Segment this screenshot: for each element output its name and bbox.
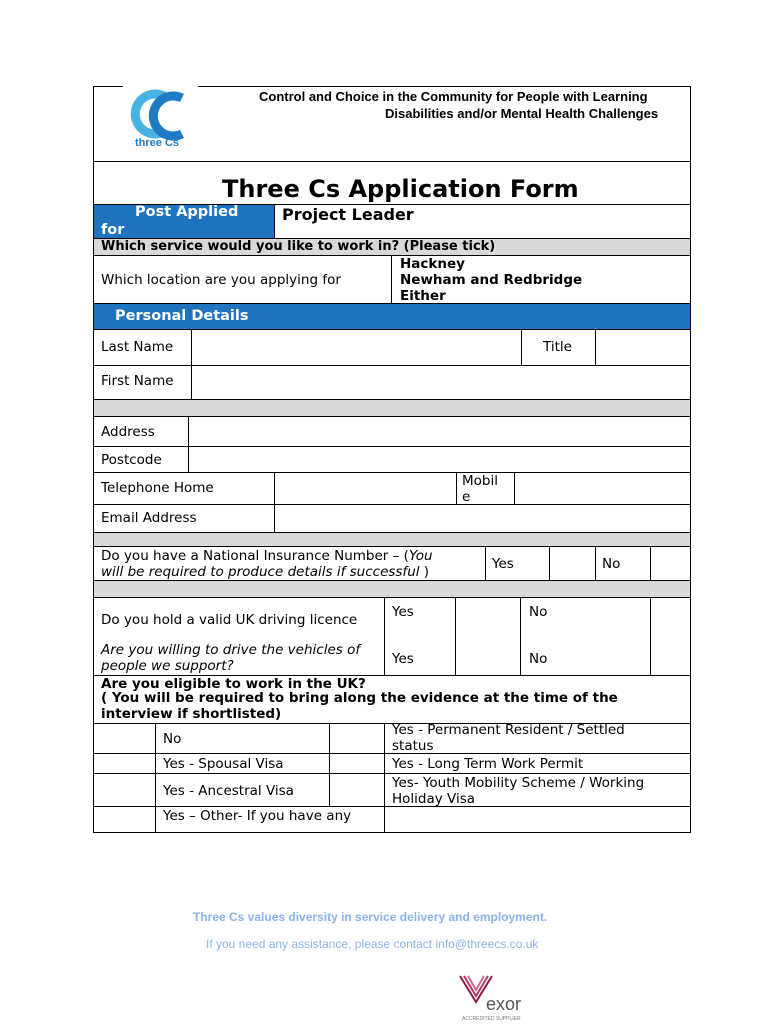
separator-bar-2 — [93, 532, 690, 546]
first-name-field[interactable] — [192, 366, 690, 399]
exor-logo — [452, 970, 532, 1024]
post-label-line1: Post Applied — [135, 204, 239, 220]
assistance-statement: If you need any assistance, please contact info@threecs.co.uk — [206, 937, 539, 951]
eligibility-option-permanent-line1: Yes - Permanent Resident / Settled — [392, 722, 625, 738]
telephone-home-label: Telephone Home — [101, 480, 214, 496]
eligibility-option-spousal: Yes - Spousal Visa — [163, 756, 284, 772]
separator-bar-1 — [93, 399, 690, 416]
drive-no-label: No — [529, 651, 548, 667]
telephone-home-field[interactable] — [275, 473, 456, 504]
ni-question-line2 — [101, 564, 429, 580]
ni-no-checkbox[interactable] — [651, 547, 690, 580]
exor-subtitle: ACCREDITED SUPPLIER — [462, 1016, 521, 1022]
diversity-statement: Three Cs values diversity in service delivery and employment. — [193, 910, 548, 924]
mobile-field[interactable] — [515, 473, 690, 504]
drive-yes-checkbox[interactable] — [456, 637, 520, 675]
eligibility-question-line2: ( You will be required to bring along the evidence at the time of the — [101, 690, 618, 706]
licence-no-checkbox[interactable] — [651, 598, 690, 636]
eligibility-option-long-term-permit: Yes - Long Term Work Permit — [392, 756, 584, 772]
ni-note-italic: will be required to produce details if successful — [101, 564, 420, 580]
title-field[interactable] — [596, 330, 690, 365]
post-value: Project Leader — [282, 205, 414, 224]
drive-question-line1: Are you willing to drive the vehicles of — [101, 642, 361, 658]
ni-question-line1 — [101, 548, 433, 564]
eligibility-option-youth-line1: Yes- Youth Mobility Scheme / Working — [392, 775, 645, 791]
first-name-label: First Name — [101, 373, 174, 389]
org-description-line1: Control and Choice in the Community for People with Learning — [259, 89, 648, 104]
postcode-field[interactable] — [189, 447, 690, 472]
drive-yes-label: Yes — [392, 651, 414, 667]
last-name-label: Last Name — [101, 339, 174, 355]
eligibility-option-no: No — [163, 731, 182, 747]
eligibility-option-ancestral: Yes - Ancestral Visa — [163, 783, 294, 799]
licence-question: Do you hold a valid UK driving licence — [101, 612, 358, 628]
eligibility-question-line3: interview if shortlisted) — [101, 706, 282, 722]
exor-wordmark: exor — [486, 994, 522, 1014]
separator-bar-3 — [93, 580, 690, 597]
licence-no-label: No — [529, 604, 548, 620]
eligibility-option-youth-line2: Holiday Visa — [392, 791, 476, 807]
page-title: Three Cs Application Form — [222, 175, 579, 203]
postcode-label: Postcode — [101, 452, 162, 468]
mobile-label-line1: Mobil — [462, 473, 498, 489]
eligibility-question-line1: Are you eligible to work in the UK? — [101, 676, 366, 692]
personal-details-heading: Personal Details — [115, 308, 249, 324]
licence-yes-label: Yes — [392, 604, 414, 620]
eligibility-no-tick[interactable] — [330, 724, 384, 753]
address-field[interactable] — [189, 417, 690, 446]
ni-note-end: ) — [419, 564, 430, 580]
logo-text: three Cs — [135, 137, 180, 149]
ni-yes-label: Yes — [492, 556, 514, 572]
location-option-hackney[interactable]: Hackney — [400, 256, 465, 272]
drive-no-checkbox[interactable] — [651, 637, 690, 675]
post-label-line2: for — [101, 222, 125, 238]
last-name-field[interactable] — [192, 330, 521, 365]
eligibility-option-permanent-line2: status — [392, 738, 434, 754]
location-option-newham[interactable]: Newham and Redbridge — [400, 272, 583, 288]
ni-question-italic: You — [408, 548, 433, 564]
three-cs-logo — [118, 88, 192, 154]
org-description-line2: Disabilities and/or Mental Health Challenges — [385, 106, 659, 121]
location-label: Which location are you applying for — [101, 272, 341, 288]
location-option-either[interactable]: Either — [400, 288, 446, 304]
ni-no-label: No — [602, 556, 621, 572]
address-label: Address — [101, 424, 155, 440]
service-question: Which service would you like to work in? (Please tick) — [101, 239, 496, 254]
ni-yes-checkbox[interactable] — [550, 547, 595, 580]
drive-question-line2: people we support? — [101, 658, 234, 674]
ni-question-text: Do you have a National Insurance Number – ( — [101, 548, 409, 564]
email-label: Email Address — [101, 510, 197, 526]
licence-yes-checkbox[interactable] — [456, 598, 520, 636]
title-label: Title — [543, 339, 572, 355]
eligibility-option-other: Yes – Other- If you have any — [163, 808, 352, 824]
mobile-label-line2: e — [462, 489, 471, 505]
email-field[interactable] — [275, 505, 690, 532]
eligibility-no-checkbox[interactable] — [94, 724, 155, 753]
